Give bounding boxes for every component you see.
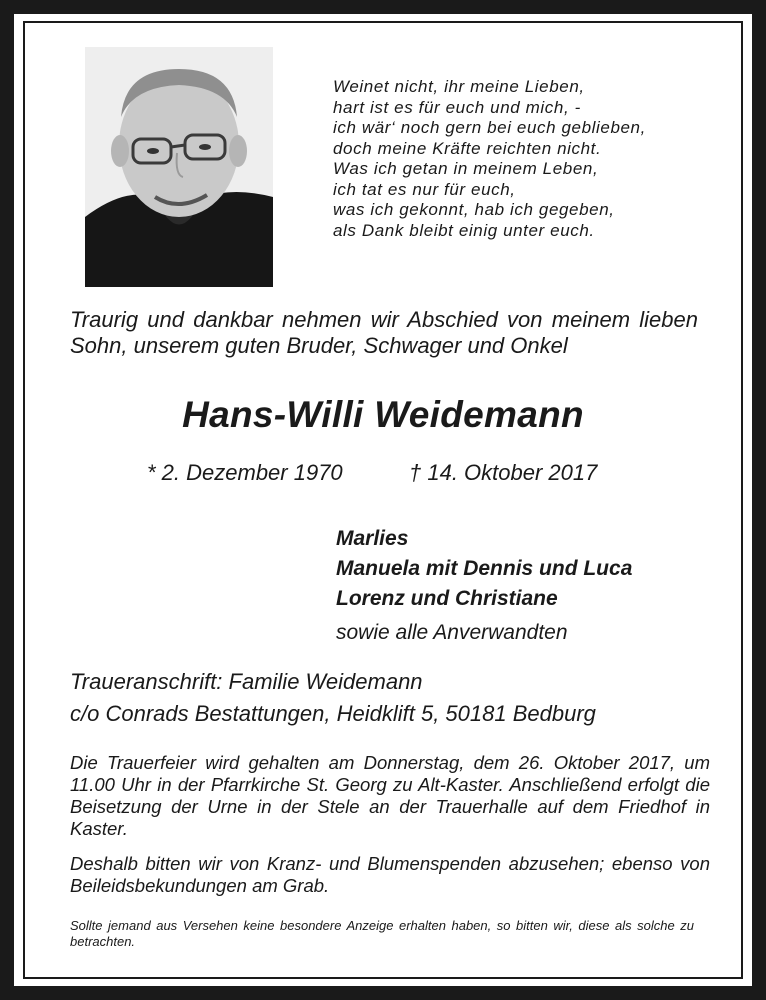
poem-line: Was ich getan in meinem Leben, [333, 159, 599, 178]
mourners-others: sowie alle Anverwandten [336, 621, 568, 644]
death-date: † 14. Oktober 2017 [409, 460, 598, 485]
poem-line: ich wär‘ noch gern bei euch geblieben, [333, 118, 646, 137]
mourner-name: Manuela mit Dennis und Luca [336, 557, 633, 580]
intro-text: Traurig und dankbar nehmen wir Abschied von meinem lieben Sohn, unserem guten Bruder, Schwager und Onkel [70, 307, 698, 358]
address-line: Traueranschrift: Familie Weidemann [70, 669, 423, 694]
address-line: c/o Conrads Bestattungen, Heidklift 5, 50181 Bedburg [70, 701, 596, 726]
ceremony-text: Die Trauerfeier wird gehalten am Donnerstag, dem 26. Oktober 2017, um 11.00 Uhr in der Pfarrkirche St. Georg zu Alt-Kaster. Anschließend erfolgt die Beisetzung der Urne in der Stele an der Trauerhalle auf dem Friedhof in Kaster. [70, 752, 710, 839]
poem [333, 77, 646, 241]
poem-line: doch meine Kräfte reichten nicht. [333, 138, 602, 158]
poem-line: ich tat es nur für euch, [333, 179, 516, 199]
donation-request-text: Deshalb bitten wir von Kranz- und Blumenspenden abzusehen; ebenso von Beileidsbekundungen am Grab. [70, 853, 710, 896]
mourning-address [70, 666, 596, 730]
footnote-text: Sollte jemand aus Versehen keine besondere Anzeige erhalten haben, so bitten wir, diese als solche zu betrachten. [70, 918, 694, 949]
mourner-name: Lorenz und Christiane [336, 587, 558, 610]
portrait-image [85, 47, 273, 287]
mourners-list [336, 524, 632, 648]
deceased-name: Hans-Willi Weidemann [182, 394, 584, 435]
poem-line: Weinet nicht, ihr meine Lieben, [333, 77, 585, 96]
birth-date: * 2. Dezember 1970 [147, 460, 343, 485]
portrait-photo [85, 47, 273, 287]
mourner-name: Marlies [336, 527, 409, 550]
poem-line: hart ist es für euch und mich, - [333, 97, 581, 117]
poem-line: als Dank bleibt einig unter euch. [333, 220, 595, 240]
poem-line: was ich gekonnt, hab ich gegeben, [333, 200, 615, 219]
